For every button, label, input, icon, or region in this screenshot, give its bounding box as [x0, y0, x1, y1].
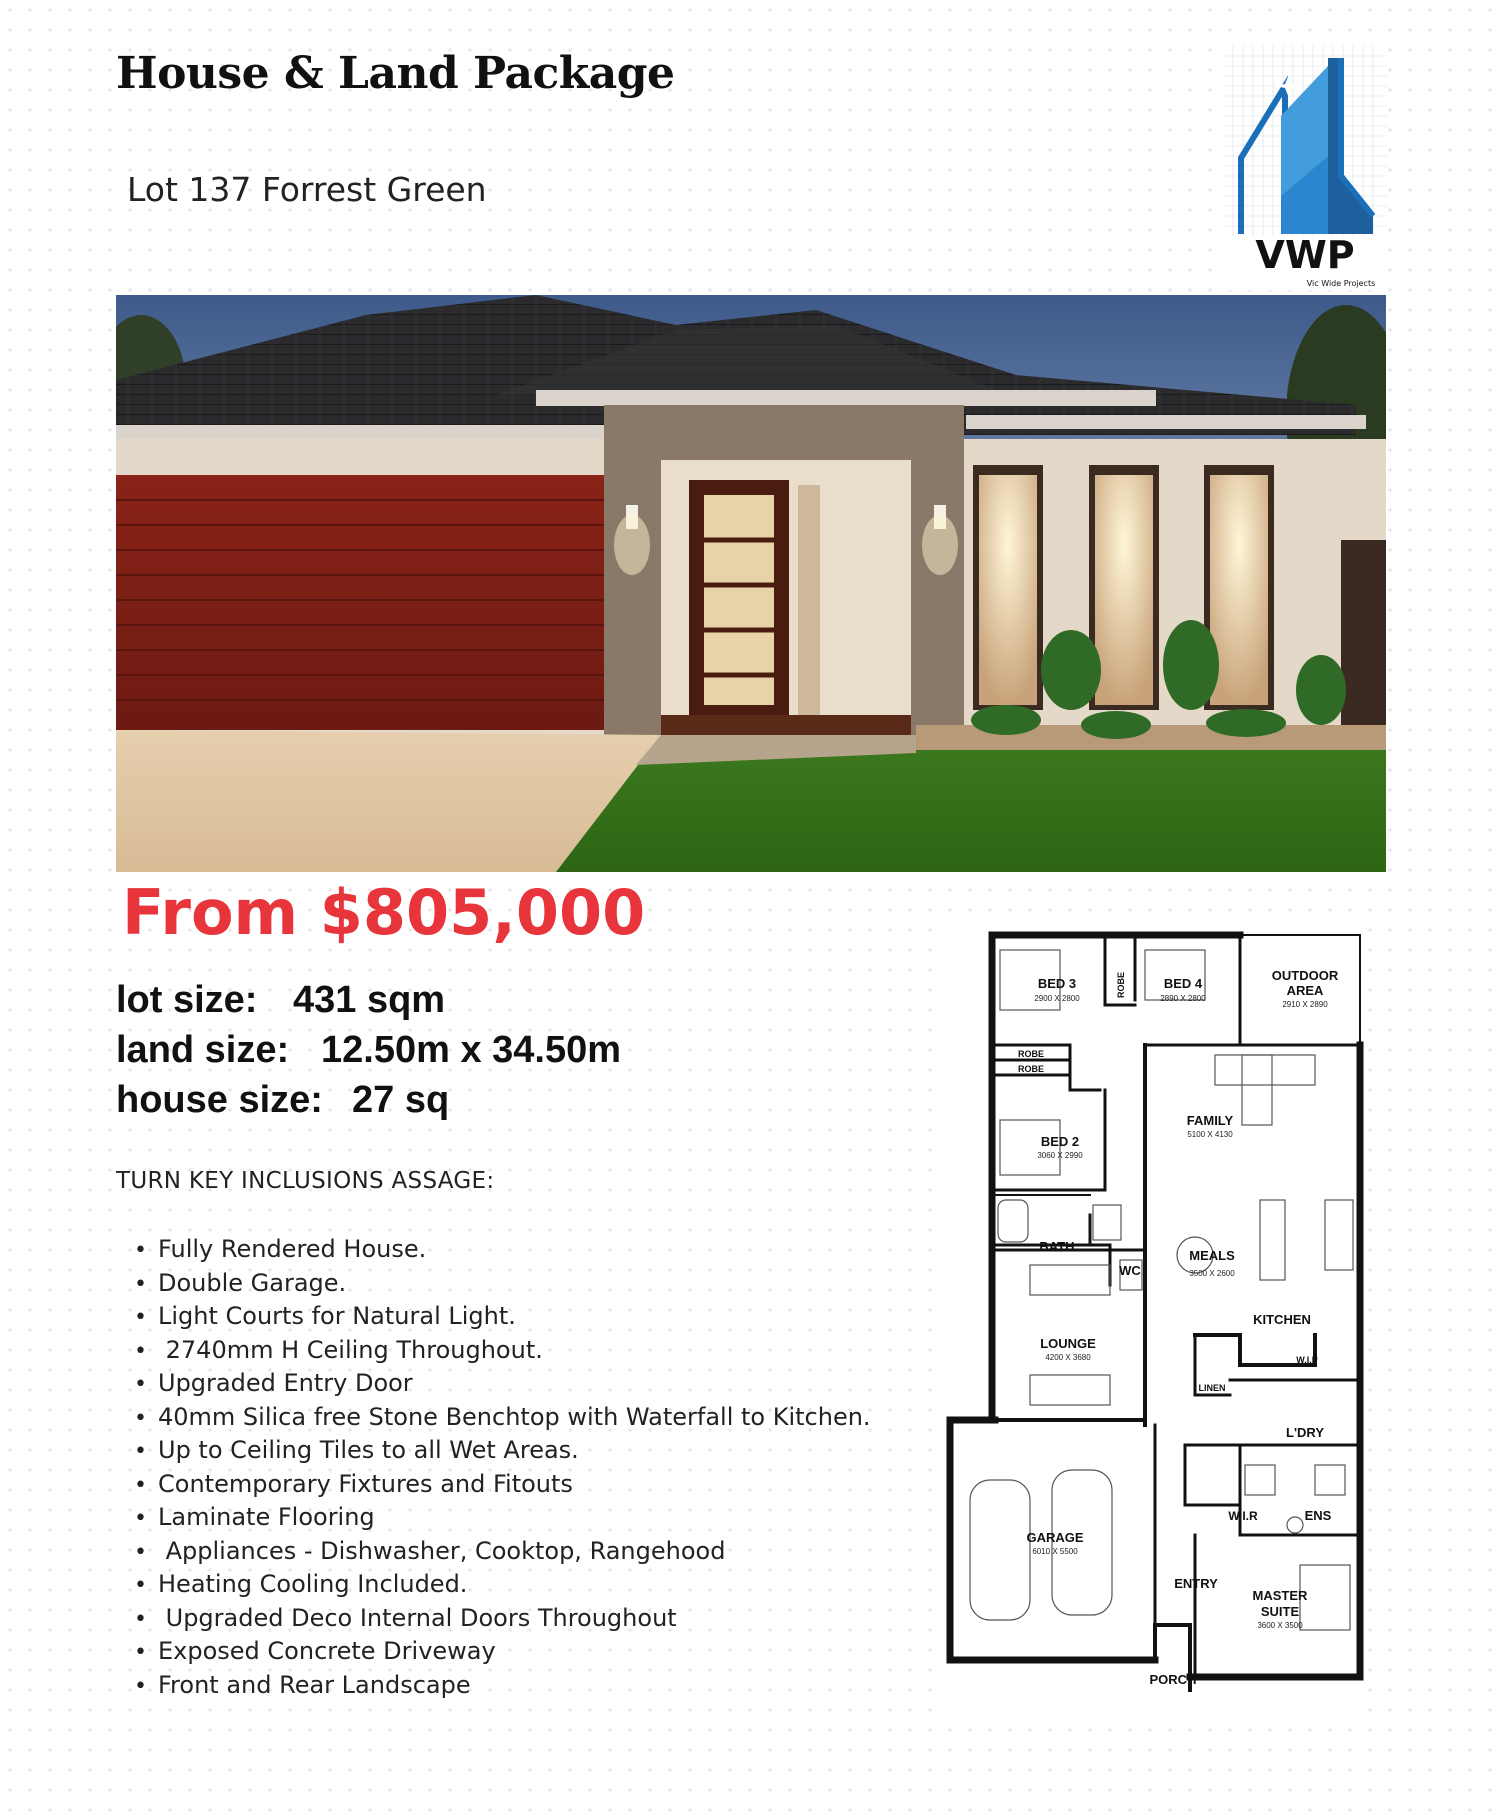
room-bed2-label: BED 2 — [1040, 1134, 1080, 1149]
room-robe-label: ROBE — [1116, 971, 1126, 999]
bullet-icon: • — [134, 1606, 147, 1632]
bullet-icon: • — [134, 1439, 147, 1464]
bullet-icon: • — [134, 1305, 147, 1330]
list-item: • Appliances - Dishwasher, Cooktop, Rangehood — [134, 1535, 871, 1569]
logo-brand-text: VWP — [1255, 233, 1355, 277]
spec-value: 12.50m x 34.50m — [321, 1029, 622, 1071]
spec-house-size — [116, 1075, 621, 1125]
spec-value: 431 sqm — [293, 979, 446, 1021]
room-bed3-label: BED 3 — [1037, 976, 1077, 991]
room-wip-label: W.I.P — [1296, 1355, 1318, 1365]
room-linen-label: LINEN — [1198, 1383, 1226, 1393]
room-porch-label: PORCH — [1149, 1672, 1197, 1687]
bullet-icon: • — [134, 1271, 147, 1297]
list-item: • Contemporary Fixtures and Fitouts — [134, 1468, 871, 1502]
room-wc-label: WC — [1119, 1263, 1141, 1278]
list-item: • 40mm Silica free Stone Benchtop with Waterfall to Kitchen. — [134, 1401, 871, 1435]
room-bed4-dims: 2890 X 2800 — [1160, 994, 1206, 1003]
room-family-dims: 5100 X 4130 — [1187, 1130, 1233, 1139]
vwp-logo — [1223, 46, 1387, 290]
room-lounge-label: LOUNGE — [1040, 1336, 1096, 1351]
floor-plan — [940, 925, 1365, 1720]
bullet-icon: • — [134, 1338, 147, 1364]
spec-lot-size — [116, 975, 621, 1025]
room-bath-label: BATH — [1039, 1239, 1075, 1254]
room-ldry-label: L'DRY — [1286, 1425, 1324, 1440]
bullet-icon: • — [134, 1405, 147, 1431]
lot-name: Lot 137 Forrest Green — [127, 170, 487, 209]
room-garage-dims: 6010 X 5500 — [1032, 1547, 1078, 1556]
room-outdoor-label: OUTDOOR — [1271, 968, 1339, 983]
bullet-icon: • — [134, 1372, 147, 1397]
list-item: • 2740mm H Ceiling Throughout. — [134, 1334, 871, 1368]
logo-tagline-text: Vic Wide Projects — [1306, 279, 1376, 288]
bullet-icon: • — [134, 1573, 147, 1598]
room-ens-label: ENS — [1304, 1508, 1332, 1523]
list-item: • Upgraded Entry Door — [134, 1367, 871, 1401]
room-master-label: MASTER — [1252, 1588, 1308, 1603]
spec-value: 27 sq — [352, 1079, 450, 1121]
price-label: From $805,000 — [122, 876, 646, 949]
bullet-icon: • — [134, 1506, 147, 1531]
spec-label: land size: — [116, 1029, 290, 1071]
bullet-icon: • — [134, 1472, 147, 1498]
list-item: • Double Garage. — [134, 1267, 871, 1301]
bullet-icon: • — [134, 1539, 147, 1565]
room-master-dims: 3600 X 3500 — [1257, 1621, 1303, 1630]
spec-land-size — [116, 1025, 621, 1075]
list-item: • Heating Cooling Included. — [134, 1568, 871, 1602]
spec-label: lot size: — [116, 979, 258, 1021]
room-bed3-dims: 2900 X 2800 — [1034, 994, 1080, 1003]
room-entry-label: ENTRY — [1174, 1576, 1218, 1591]
bullet-icon: • — [134, 1238, 147, 1263]
house-facade-image — [116, 295, 1386, 872]
specs-list — [116, 975, 621, 1125]
page-title: House & Land Package — [116, 48, 675, 99]
list-item: • Laminate Flooring — [134, 1501, 871, 1535]
room-bed4-label: BED 4 — [1163, 976, 1203, 991]
list-item: • Up to Ceiling Tiles to all Wet Areas. — [134, 1434, 871, 1468]
room-family-label: FAMILY — [1186, 1113, 1234, 1128]
room-kitchen-label: KITCHEN — [1253, 1312, 1311, 1327]
spec-label: house size: — [116, 1079, 323, 1121]
bullet-icon: • — [134, 1640, 147, 1665]
room-meals-dims: 3500 X 2600 — [1189, 1269, 1235, 1278]
room-lounge-dims: 4200 X 3680 — [1045, 1353, 1091, 1362]
room-master-label-2: SUITE — [1260, 1604, 1300, 1619]
room-outdoor-label-2: AREA — [1286, 983, 1324, 998]
list-item: • Upgraded Deco Internal Doors Throughout — [134, 1602, 871, 1636]
list-item: • Light Courts for Natural Light. — [134, 1300, 871, 1334]
room-meals-label: MEALS — [1189, 1248, 1235, 1263]
room-wir-label: W.I.R — [1228, 1509, 1258, 1523]
inclusions-list — [134, 1233, 871, 1702]
list-item: • Exposed Concrete Driveway — [134, 1635, 871, 1669]
bullet-icon: • — [134, 1673, 147, 1699]
inclusions-heading: TURN KEY INCLUSIONS ASSAGE: — [116, 1168, 495, 1194]
room-robe2-label: ROBE — [1017, 1064, 1045, 1074]
list-item: • Front and Rear Landscape — [134, 1669, 871, 1703]
list-item: • Fully Rendered House. — [134, 1233, 871, 1267]
room-garage-label: GARAGE — [1026, 1530, 1084, 1545]
room-robe1-label: ROBE — [1017, 1049, 1045, 1059]
room-outdoor-dims: 2910 X 2890 — [1282, 1000, 1328, 1009]
room-bed2-dims: 3060 X 2990 — [1037, 1151, 1083, 1160]
